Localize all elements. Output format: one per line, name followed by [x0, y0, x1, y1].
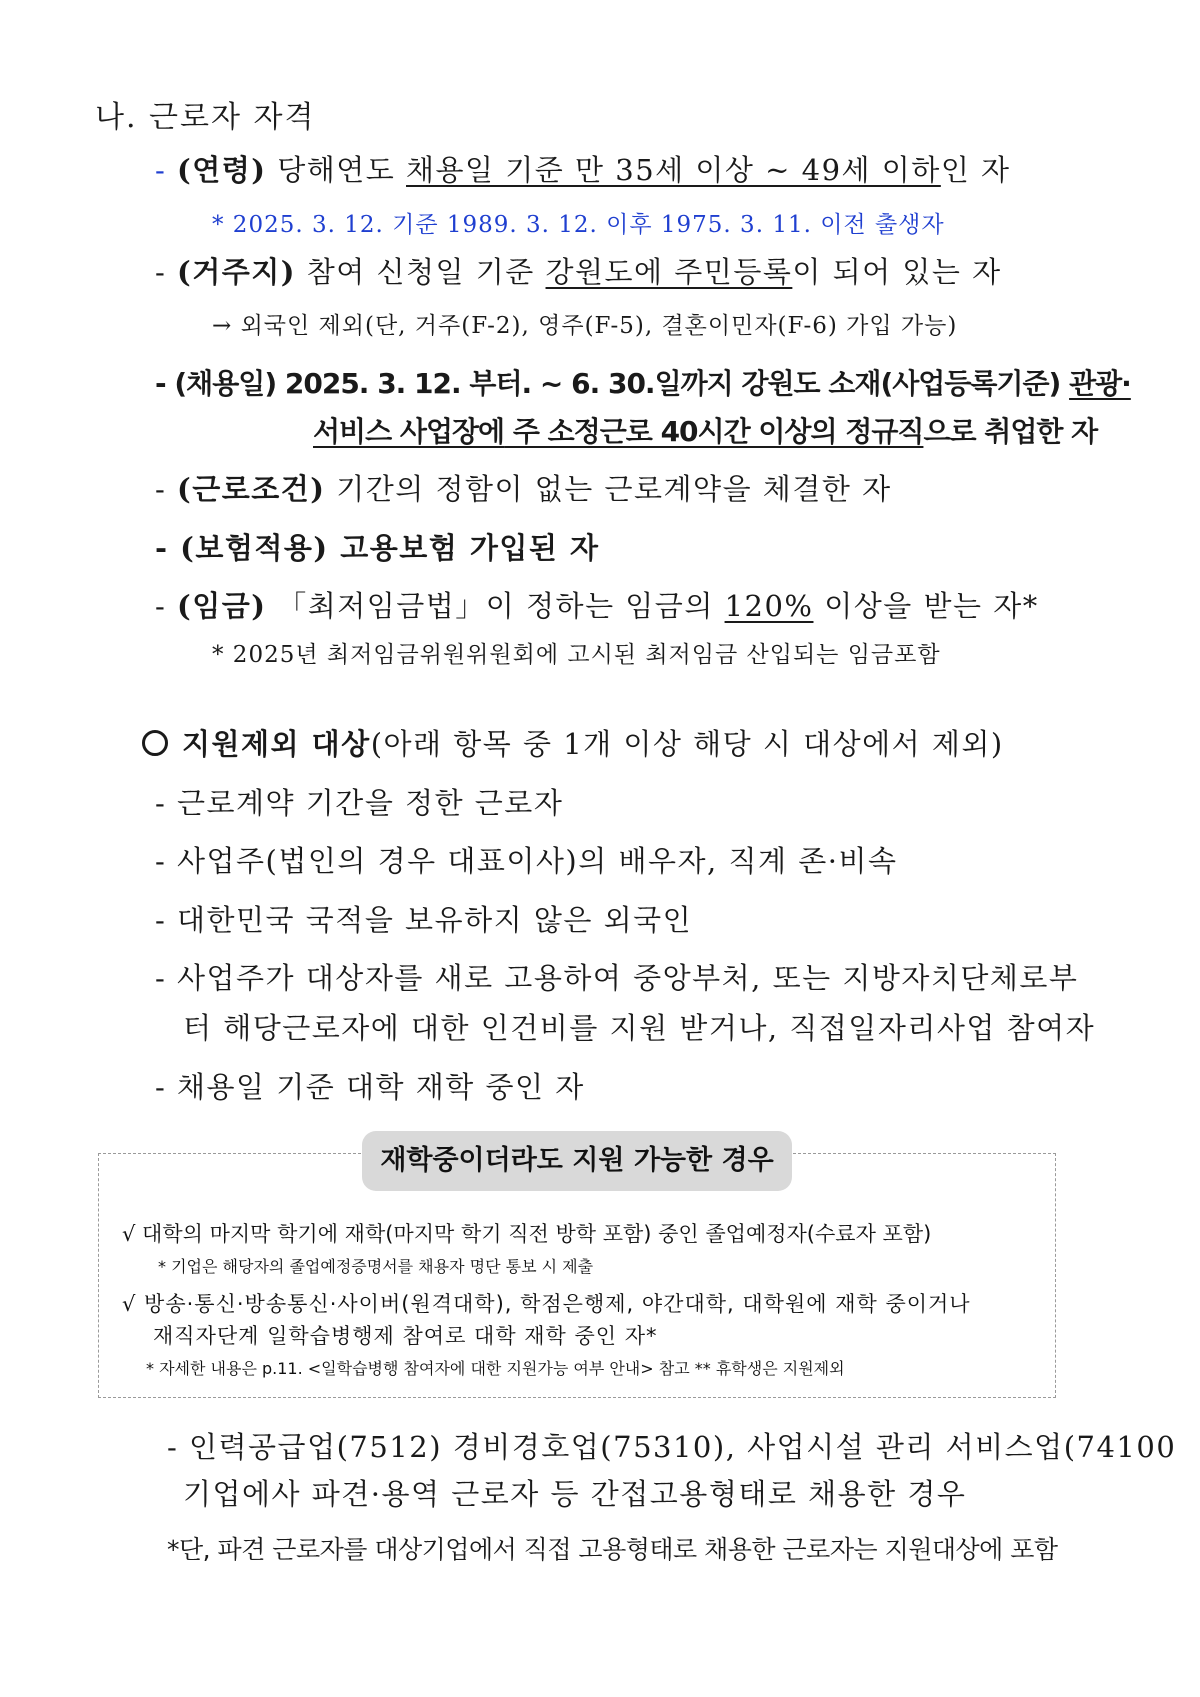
wage-label: (임금) — [177, 589, 267, 623]
wage-dash: - — [155, 589, 178, 623]
insurance-dash: - — [155, 531, 181, 565]
enrolled-note-1: * 기업은 해당자의 졸업예정증명서를 채용자 명단 통보 시 제출 — [158, 1257, 594, 1276]
age-range-underlined: 채용일 기준 만 35세 이상 ~ 49세 이하 — [406, 153, 941, 187]
work-condition-label: (근로조건) — [177, 472, 326, 506]
exclusion-heading — [142, 722, 1004, 763]
hire-date-text: 2025. 3. 12. 부터. ~ 6. 30.일까지 강원도 소재(사업등록기준) — [276, 367, 1070, 400]
wage-criterion — [155, 584, 1039, 625]
hire-date-dash: - — [155, 367, 175, 400]
enrolled-check-2: √ 방송·통신·방송통신·사이버(원격대학), 학점은행제, 야간대학, 대학원에 재학 중이거나 — [122, 1292, 971, 1316]
work-condition-criterion — [155, 467, 892, 508]
work-condition-text: 기간의 정함이 없는 근로계약을 체결한 자 — [325, 472, 892, 506]
age-text-post: 인 자 — [940, 153, 1011, 187]
exclusion-item: - 사업주가 대상자를 새로 고용하여 중앙부처, 또는 지방자치단체로부 — [155, 961, 1079, 995]
residence-note: → 외국인 제외(단, 거주(F-2), 영주(F-5), 결혼이민자(F-6) 가입 가능) — [212, 313, 958, 339]
indirect-employment-line1: - 인력공급업(7512) 경비경호업(75310), 사업시설 관리 서비스업(74100 — [167, 1430, 1177, 1464]
hire-date-underlined-1: 관광· — [1069, 367, 1131, 400]
insurance-text: 고용보험 가입된 자 — [328, 531, 600, 565]
enrolled-exception-title: 재학중이더라도 지원 가능한 경우 — [362, 1131, 792, 1191]
wage-note: * 2025년 최저임금위원위원회에 고시된 최저임금 산입되는 임금포함 — [212, 642, 941, 668]
age-criterion — [155, 148, 1011, 189]
exclusion-item: - 채용일 기준 대학 재학 중인 자 — [155, 1070, 585, 1104]
residence-criterion — [155, 250, 1002, 291]
circle-bullet-icon — [142, 730, 168, 756]
section-title: 나. 근로자 자격 — [95, 100, 316, 135]
age-text-pre: 당해연도 — [266, 153, 407, 187]
exclusion-title: 지원제외 대상 — [182, 727, 371, 761]
exclusion-item: - 근로계약 기간을 정한 근로자 — [155, 786, 564, 820]
indirect-employment-note: *단, 파견 근로자를 대상기업에서 직접 고용형태로 채용한 근로자는 지원대상에 포함 — [167, 1535, 1058, 1564]
age-label: (연령) — [177, 153, 267, 187]
wage-text-pre: 「최저임금법」이 정하는 임금의 — [266, 589, 725, 623]
enrolled-check-2-continued: 재직자단계 일학습병행제 참여로 대학 재학 중인 자* — [153, 1324, 658, 1348]
residence-text-pre: 참여 신청일 기준 — [296, 255, 546, 289]
hire-date-label: (채용일) — [174, 367, 277, 400]
hire-date-underlined-3: 주 소정근로 40시간 이상의 정규직 — [504, 415, 924, 448]
insurance-label: (보험적용) — [180, 531, 329, 565]
exclusion-item: - 대한민국 국적을 보유하지 않은 외국인 — [155, 903, 693, 937]
exclusion-subtitle: (아래 항목 중 1개 이상 해당 시 대상에서 제외) — [370, 727, 1004, 761]
hire-date-text-post: 으로 취업한 자 — [923, 415, 1098, 448]
residence-underlined: 강원도에 주민등록 — [545, 255, 793, 289]
residence-text-post: 이 되어 있는 자 — [792, 255, 1002, 289]
hire-date-criterion-line1 — [155, 362, 1131, 402]
hire-date-underlined-2: 서비스 사업장에 — [313, 415, 505, 448]
hire-date-criterion-line2 — [313, 410, 1097, 450]
wage-text-post: 이상을 받는 자* — [813, 589, 1039, 623]
enrolled-note-2: * 자세한 내용은 p.11. <일학습병행 참여자에 대한 지원가능 여부 안내> 참고 ** 휴학생은 지원제외 — [146, 1359, 845, 1378]
age-note: * 2025. 3. 12. 기준 1989. 3. 12. 이후 1975. 3. 11. 이전 출생자 — [212, 212, 945, 238]
wage-underlined: 120% — [724, 589, 814, 623]
enrolled-check-1: √ 대학의 마지막 학기에 재학(마지막 학기 직전 방학 포함) 중인 졸업예정자(수료자 포함) — [122, 1222, 932, 1246]
exclusion-item: - 사업주(법인의 경우 대표이사)의 배우자, 직계 존·비속 — [155, 844, 898, 878]
exclusion-item-continued: 터 해당근로자에 대한 인건비를 지원 받거나, 직접일자리사업 참여자 — [183, 1011, 1096, 1045]
indirect-employment-line2: 기업에사 파견·용역 근로자 등 간접고용형태로 채용한 경우 — [183, 1477, 967, 1511]
residence-dash: - — [155, 255, 178, 289]
age-dash: - — [155, 153, 178, 187]
work-condition-dash: - — [155, 472, 178, 506]
residence-label: (거주지) — [177, 255, 297, 289]
insurance-criterion — [155, 526, 600, 567]
